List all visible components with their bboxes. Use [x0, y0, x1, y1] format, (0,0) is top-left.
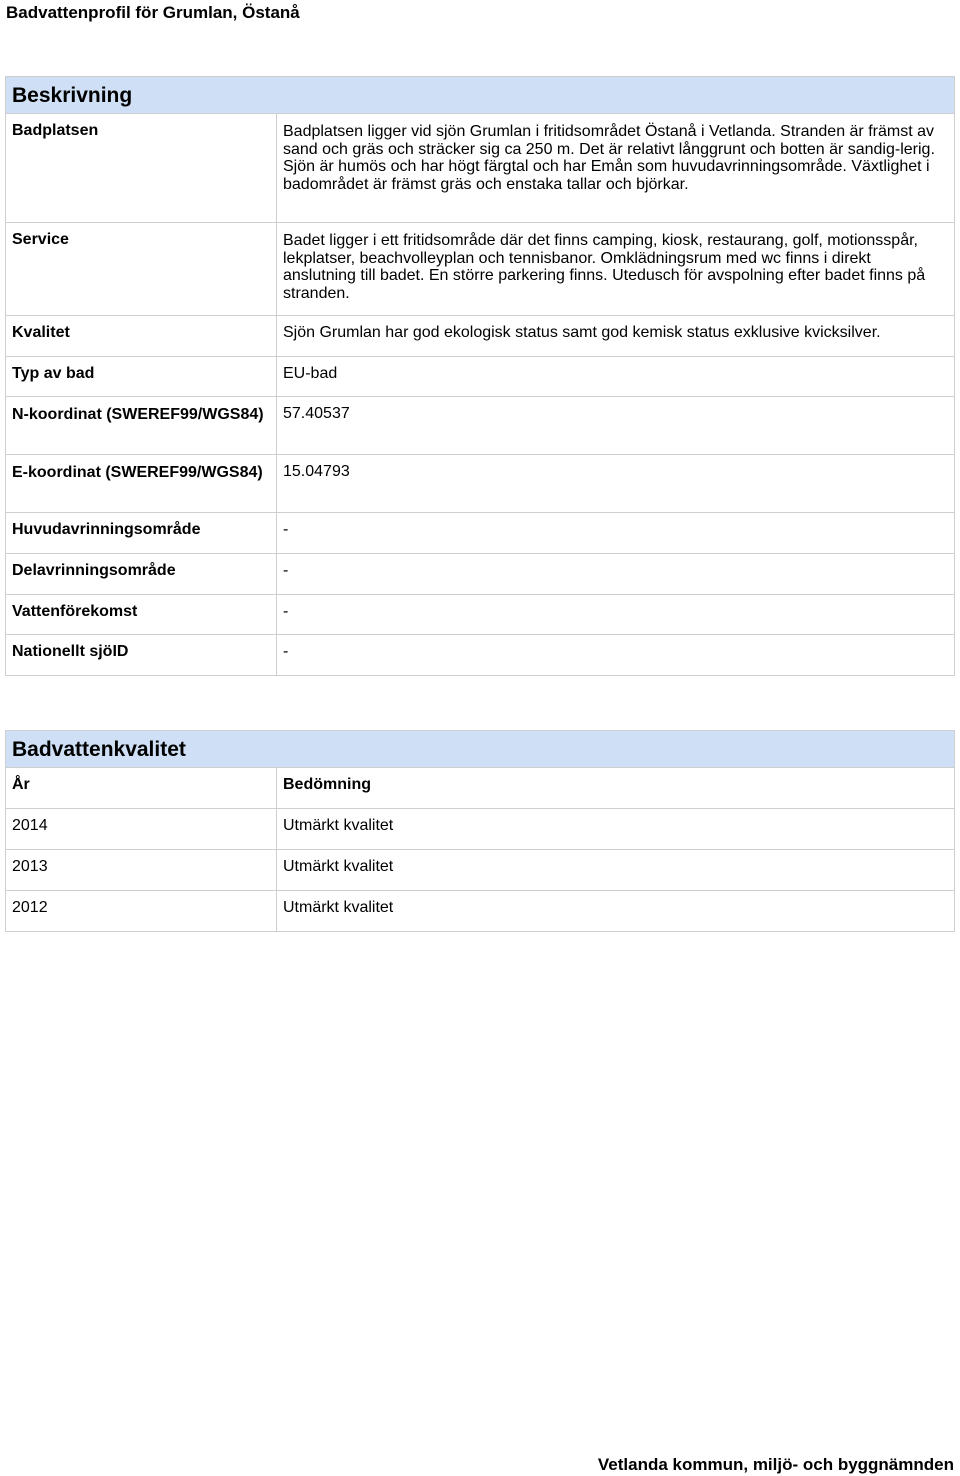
table-row — [6, 635, 955, 676]
water-quality-table — [5, 730, 955, 932]
water-quality-header-row — [6, 731, 955, 768]
footer-organization: Vetlanda kommun, miljö- och byggnämnden — [597, 1455, 954, 1474]
row-label-typ-av-bad: Typ av bad — [6, 357, 277, 397]
row-label-badplatsen: Badplatsen — [6, 114, 277, 223]
row-value-kvalitet: Sjön Grumlan har god ekologisk status samt god kemisk status exklusive kvicksilver. — [277, 316, 955, 357]
column-header-row — [6, 768, 955, 809]
table-row — [6, 114, 955, 223]
table-row — [6, 595, 955, 635]
table-row — [6, 554, 955, 595]
page-title: Badvattenprofil för Grumlan, Östanå — [6, 3, 300, 22]
year-cell: 2012 — [6, 891, 277, 932]
row-value-huvudavrinningsomrade: - — [277, 513, 955, 554]
table-row — [6, 223, 955, 316]
table-row — [6, 357, 955, 397]
row-label-delavrinningsomrade: Delavrinningsområde — [6, 554, 277, 595]
row-label-nationellt-sjoid: Nationellt sjöID — [6, 635, 277, 676]
row-value-delavrinningsomrade: - — [277, 554, 955, 595]
table-row — [6, 316, 955, 357]
table-row — [6, 809, 955, 850]
row-value-vattenforekomst: - — [277, 595, 955, 635]
description-heading: Beskrivning — [6, 77, 955, 114]
table-row — [6, 850, 955, 891]
row-label-huvudavrinningsomrade: Huvudavrinningsområde — [6, 513, 277, 554]
column-header-year: År — [6, 768, 277, 809]
table-row — [6, 891, 955, 932]
row-value-badplatsen: Badplatsen ligger vid sjön Grumlan i fritidsområdet Östanå i Vetlanda. Stranden är främst av sand och gräs och sträcker sig ca 250 m. Det är relativt långgrunt och botten är sandig-lerig. Sjön är humös och har högt färgtal och har Emån som huvudavrinningsområde. Växtlighet i badområdet är främst gräs och enstaka tallar och björkar. — [277, 114, 955, 223]
row-label-n-koordinat: N-koordinat (SWEREF99/WGS84) — [6, 397, 277, 455]
rating-cell: Utmärkt kvalitet — [277, 850, 955, 891]
water-quality-heading: Badvattenkvalitet — [6, 731, 955, 768]
row-value-n-koordinat: 57.40537 — [277, 397, 955, 455]
row-value-typ-av-bad: EU-bad — [277, 357, 955, 397]
rating-cell: Utmärkt kvalitet — [277, 809, 955, 850]
row-label-e-koordinat: E-koordinat (SWEREF99/WGS84) — [6, 455, 277, 513]
row-value-e-koordinat: 15.04793 — [277, 455, 955, 513]
row-value-nationellt-sjoid: - — [277, 635, 955, 676]
description-header-row — [6, 77, 955, 114]
row-label-service: Service — [6, 223, 277, 316]
table-row — [6, 397, 955, 455]
table-row — [6, 455, 955, 513]
row-label-kvalitet: Kvalitet — [6, 316, 277, 357]
year-cell: 2014 — [6, 809, 277, 850]
rating-cell: Utmärkt kvalitet — [277, 891, 955, 932]
table-row — [6, 513, 955, 554]
year-cell: 2013 — [6, 850, 277, 891]
column-header-rating: Bedömning — [277, 768, 955, 809]
description-table — [5, 76, 955, 676]
row-value-service: Badet ligger i ett fritidsområde där det finns camping, kiosk, restaurang, golf, motionsspår, lekplatser, beachvolleyplan och tennisbanor. Omklädningsrum med wc finns i direkt anslutning till badet. En större parkering finns. Utedusch för avspolning efter badet finns på stranden. — [277, 223, 955, 316]
row-label-vattenforekomst: Vattenförekomst — [6, 595, 277, 635]
